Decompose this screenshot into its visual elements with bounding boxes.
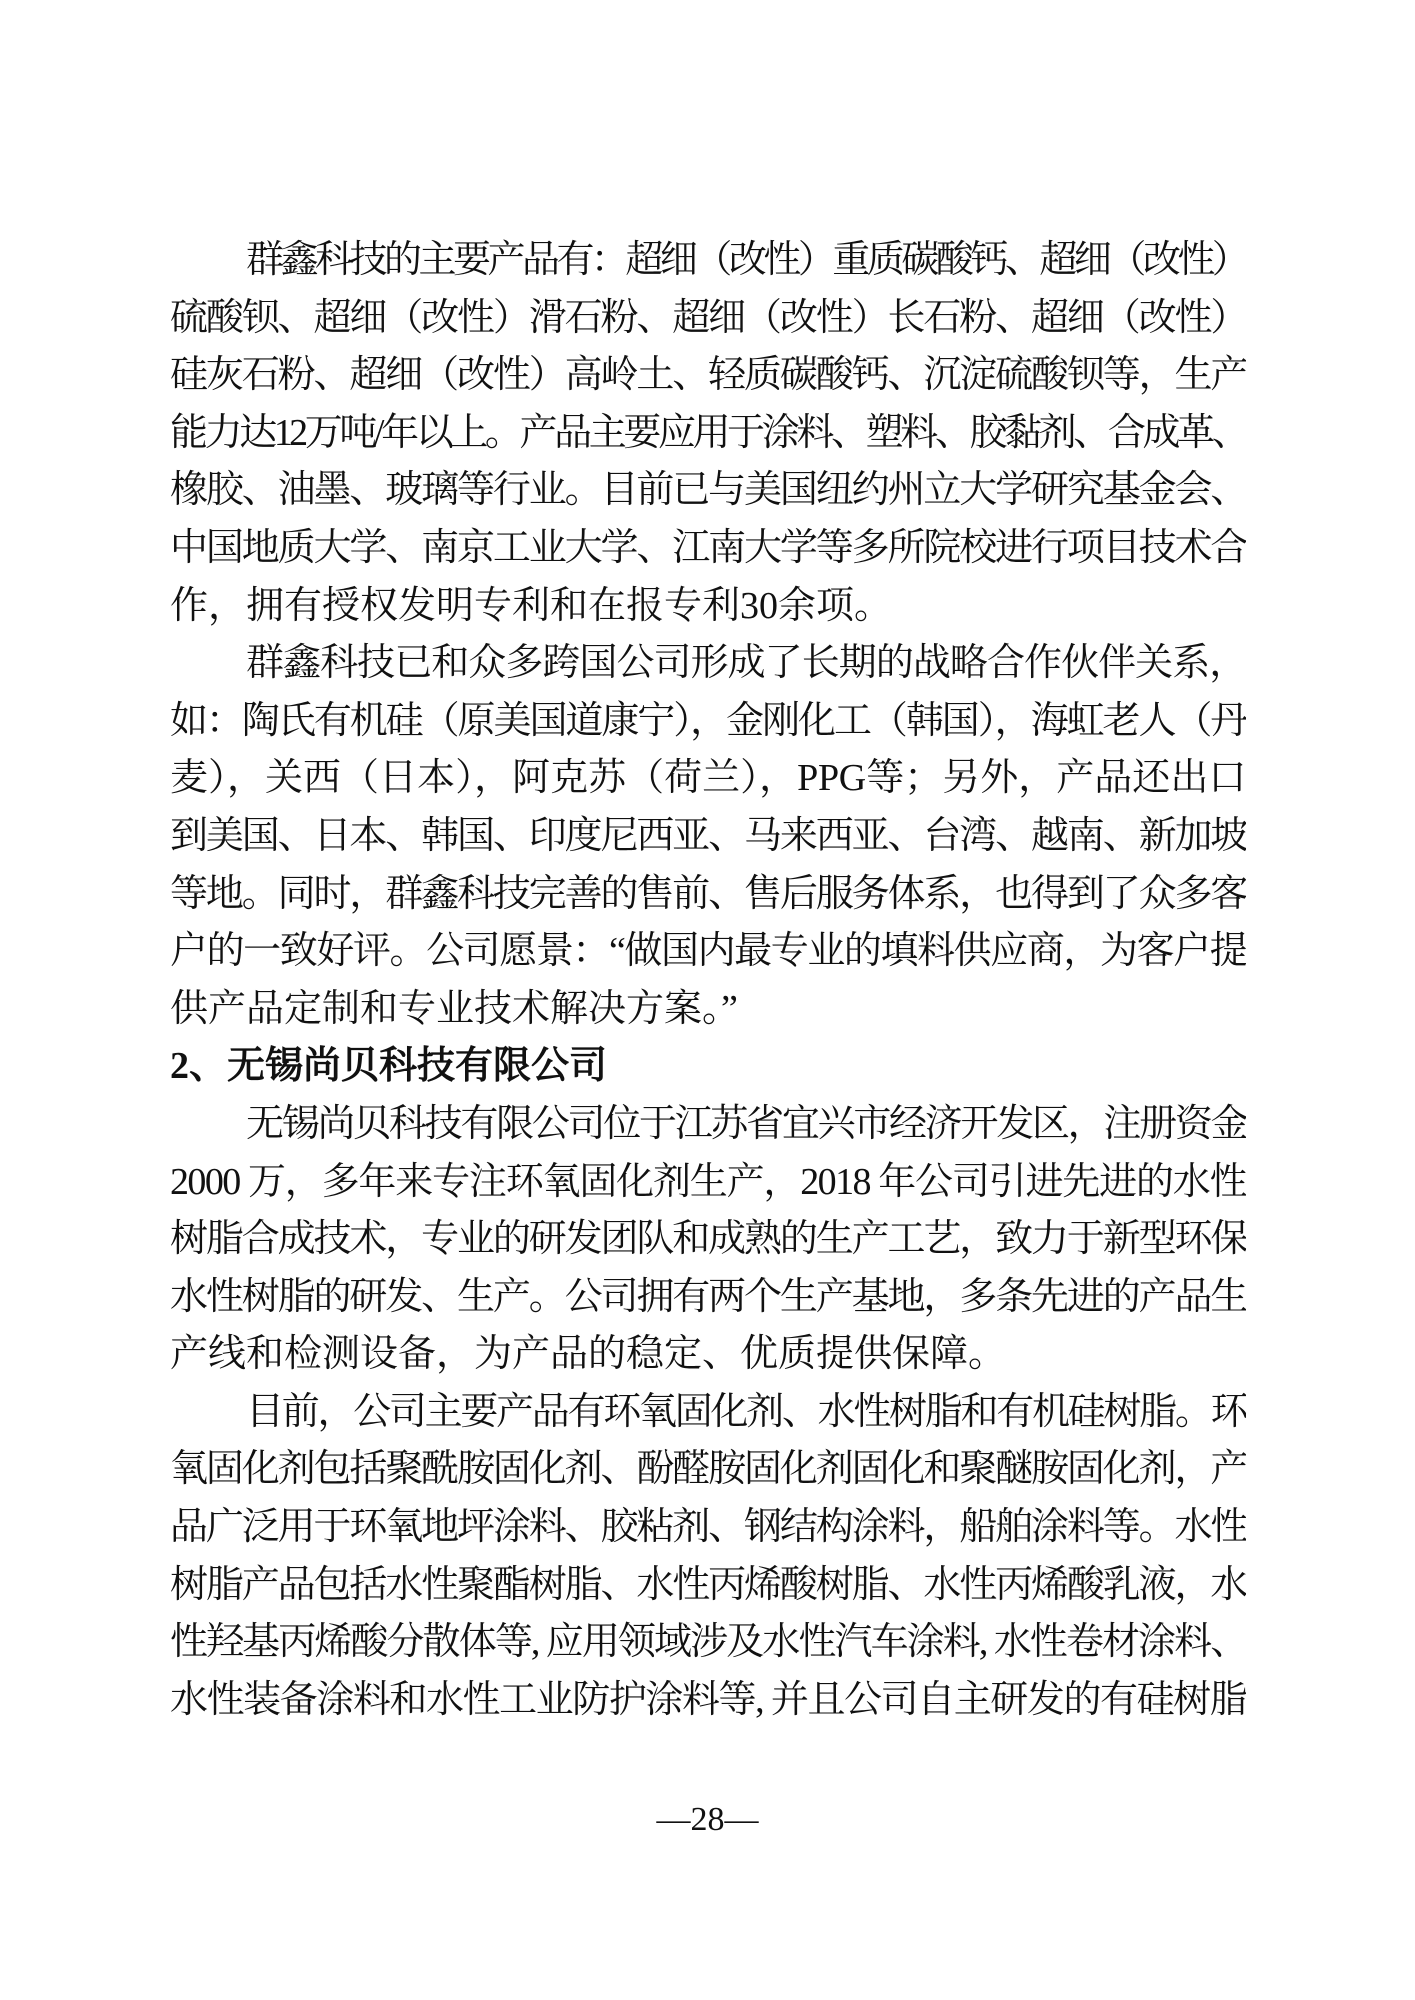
text-line: 树脂合成技术，专业的研发团队和成熟的生产工艺，致力于新型环保 (170, 1218, 1246, 1261)
page-footer (0, 1800, 1415, 1840)
paragraph-qunxin-partners (170, 635, 1246, 1038)
text-line: 水性装备涂料和水性工业防护涂料等, 并且公司自主研发的有硅树脂 (170, 1678, 1246, 1721)
section-heading-wuxi-shangbei: 2、无锡尚贝科技有限公司 (170, 1045, 608, 1088)
text-line: 作，拥有授权发明专利和在报专利30余项。 (170, 584, 893, 627)
text-line: 产线和检测设备，为产品的稳定、优质提供保障。 (170, 1333, 1007, 1376)
text-line: 麦），关西（日本），阿克苏（荷兰），PPG等；另外，产品还出口 (170, 757, 1246, 800)
text-line: 到美国、日本、韩国、印度尼西亚、马来西亚、台湾、越南、新加坡 (170, 814, 1246, 857)
text-line: 树脂产品包括水性聚酯树脂、水性丙烯酸树脂、水性丙烯酸乳液，水 (170, 1563, 1246, 1606)
text-line: 群鑫科技已和众多跨国公司形成了长期的战略合作伙伴关系， (246, 642, 1246, 685)
text-line: 性羟基丙烯酸分散体等, 应用领域涉及水性汽车涂料, 水性卷材涂料、 (170, 1621, 1246, 1664)
text-line: 中国地质大学、南京工业大学、江南大学等多所院校进行项目技术合 (170, 526, 1246, 569)
paragraph-shangbei-products (170, 1384, 1246, 1730)
document-body (170, 232, 1246, 1729)
text-line: 供产品定制和专业技术解决方案。” (170, 987, 738, 1030)
text-line: 目前，公司主要产品有环氧固化剂、水性树脂和有机硅树脂。环 (246, 1390, 1246, 1433)
text-line: 橡胶、油墨、玻璃等行业。目前已与美国纽约州立大学研究基金会、 (170, 469, 1246, 512)
text-line: 群鑫科技的主要产品有：超细（改性）重质碳酸钙、超细（改性） (246, 239, 1246, 281)
text-line: 无锡尚贝科技有限公司位于江苏省宜兴市经济开发区，注册资金 (246, 1102, 1246, 1145)
text-line: 如：陶氏有机硅（原美国道康宁），金刚化工（韩国），海虹老人（丹 (170, 699, 1246, 742)
page-number: —28— (656, 1801, 759, 1838)
paragraph-shangbei-intro (170, 1096, 1246, 1384)
text-line: 能力达12万吨/年以上。产品主要应用于涂料、塑料、胶黏剂、合成革、 (170, 411, 1246, 454)
text-line: 水性树脂的研发、生产。公司拥有两个生产基地，多条先进的产品生 (170, 1275, 1246, 1318)
paragraph-qunxin-products (170, 232, 1246, 635)
text-line: 氧固化剂包括聚酰胺固化剂、酚醛胺固化剂固化和聚醚胺固化剂，产 (170, 1448, 1246, 1491)
text-line: 硫酸钡、超细（改性）滑石粉、超细（改性）长石粉、超细（改性） (170, 296, 1246, 339)
text-line: 等地。同时，群鑫科技完善的售前、售后服务体系，也得到了众多客 (170, 872, 1246, 915)
text-line: 户的一致好评。公司愿景：“做国内最专业的填料供应商，为客户提 (170, 930, 1246, 973)
text-line: 2000 万，多年来专注环氧固化剂生产，2018 年公司引进先进的水性 (170, 1160, 1246, 1203)
text-line: 品广泛用于环氧地坪涂料、胶粘剂、钢结构涂料，船舶涂料等。水性 (170, 1506, 1246, 1549)
text-line: 硅灰石粉、超细（改性）高岭土、轻质碳酸钙、沉淀硫酸钡等，生产 (170, 354, 1246, 397)
